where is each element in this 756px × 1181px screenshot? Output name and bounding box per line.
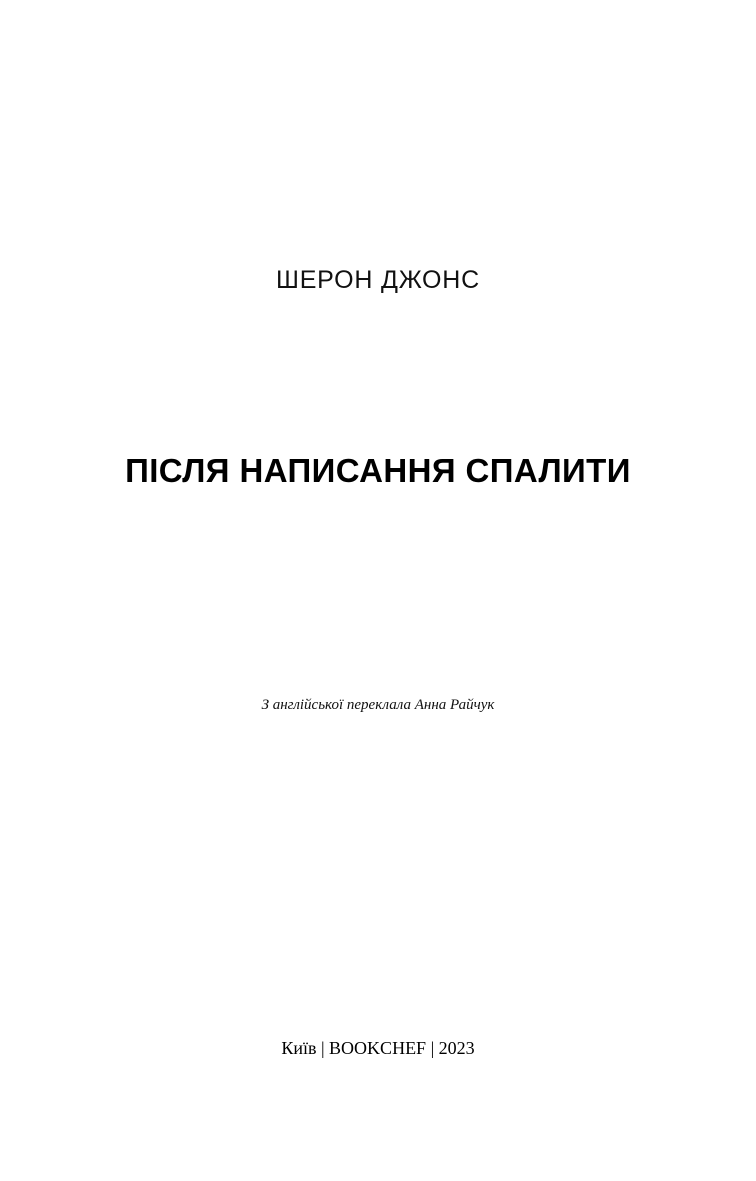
publisher-imprint: Київ | BOOKCHEF | 2023 [281, 1038, 475, 1058]
book-author: ШЕРОН ДЖОНС [276, 266, 480, 294]
book-title: ПІСЛЯ НАПИСАННЯ СПАЛИТИ [125, 452, 631, 489]
translator-credit: З англійської переклала Анна Райчук [261, 697, 495, 713]
